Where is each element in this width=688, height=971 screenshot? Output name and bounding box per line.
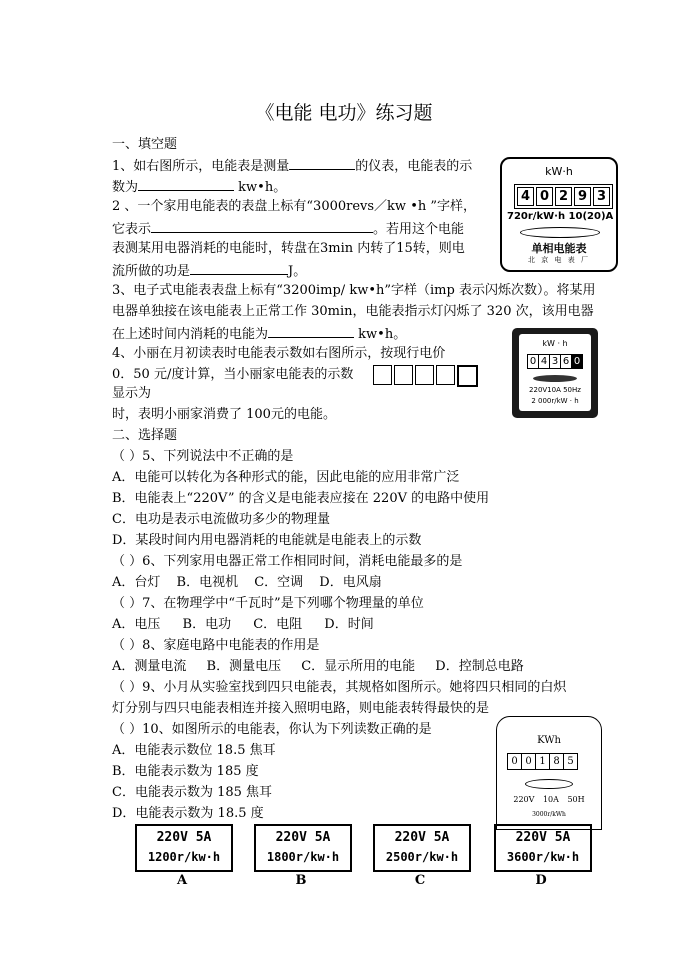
option-box-c[interactable]	[373, 824, 471, 872]
option-rate: 3600r/kw·h	[506, 850, 580, 864]
meter1-digits	[514, 184, 613, 209]
q10-option-c: C．电能表示数为 185 焦耳	[112, 785, 273, 800]
option-rate: 1800r/kw·h	[266, 850, 340, 864]
q5-stem: （ ）5、下列说法中不正确的是	[112, 449, 294, 464]
meter3-unit: KWh	[537, 735, 561, 746]
q2-line1: 2 、一个家用电能表的表盘上标有“3000revs／kw •h ”字样，	[112, 199, 477, 214]
meter3-rate: 3000r/kWh	[532, 811, 566, 818]
q1-text-a: 1、如右图所示，电能表是测量	[112, 159, 290, 174]
reading-box[interactable]	[373, 365, 392, 385]
q2-line4	[112, 262, 306, 280]
reading-box[interactable]	[457, 365, 478, 387]
q7-stem: （ ）7、在物理学中“千瓦时”是下列哪个物理量的单位	[112, 596, 424, 611]
reading-box[interactable]	[415, 365, 434, 385]
meter1-digit: 3	[593, 187, 610, 206]
q10-option-d: D．电能表示数为 18.5 度	[112, 806, 264, 821]
meter1-disk-icon	[520, 227, 600, 238]
q5-option-d: D．某段时间内用电器消耗的电能就是电能表上的示数	[112, 533, 422, 548]
q1-blank-2[interactable]	[138, 178, 234, 191]
meter1-digit: 9	[574, 187, 591, 206]
q10-stem: （ ）10、如图所示的电能表，你认为下列读数正确的是	[112, 722, 432, 737]
meter2-digit: 6	[561, 355, 572, 368]
q5-option-c: C．电功是表示电流做功多少的物理量	[112, 512, 330, 527]
q4-line2: 0．50 元/度计算，当小丽家电能表的示数	[112, 367, 354, 382]
q2-blank-1[interactable]	[151, 220, 373, 233]
meter1-spec: 720r/kW·h 10(20)A	[507, 211, 614, 222]
q3-blank[interactable]	[268, 325, 354, 338]
meter3-digit: 0	[522, 754, 536, 769]
meter1-digit: 0	[536, 187, 553, 206]
q9-line2: 灯分别与四只电能表相连并接入照明电路，则电能表转得最快的是	[112, 701, 490, 716]
reading-box[interactable]	[436, 365, 455, 385]
meter1-unit: kW·h	[545, 165, 573, 178]
meter2-digit: 0	[528, 355, 539, 368]
meter1-maker: 北 京 电 表 厂	[528, 256, 590, 264]
meter1-digit: 2	[555, 187, 572, 206]
reading-box[interactable]	[394, 365, 413, 385]
q1-line2	[112, 178, 286, 196]
q1-text-c: 数为	[112, 180, 139, 195]
q6-options: A．台灯 B．电视机 C．空调 D．电风扇	[112, 575, 382, 590]
q1-blank-1[interactable]	[289, 157, 355, 170]
meter3-digit: 0	[508, 754, 522, 769]
option-label-b: B	[295, 873, 307, 888]
meter2-digit: 3	[550, 355, 561, 368]
q2-line2	[112, 220, 464, 238]
meter1-name: 单相电能表	[531, 242, 587, 255]
option-box-d[interactable]	[494, 824, 592, 872]
meter3-digit: 5	[567, 756, 574, 767]
q1-text-d: kw•h。	[238, 180, 287, 195]
meter3-disk-icon	[525, 779, 573, 789]
meter2-face	[519, 334, 591, 411]
option-rate: 1200r/kw·h	[147, 850, 221, 864]
meter3-illustration	[496, 716, 602, 830]
meter2-digits	[527, 354, 583, 369]
section-choice-heading: 二、选择题	[112, 428, 178, 443]
option-box-a[interactable]	[135, 824, 233, 872]
option-voltage: 220V 5A	[515, 830, 571, 845]
q10-option-a: A．电能表示数位 18.5 焦耳	[112, 743, 276, 758]
q2-text-e: 流所做的功是	[112, 264, 191, 279]
q3-line1: 3、电子式电能表表盘上标有“3200imp/ kw•h”字样（imp 表示闪烁次数）。将某用	[112, 283, 596, 298]
meter2-illustration	[512, 328, 598, 418]
q10-option-b: B．电能表示数为 185 度	[112, 764, 259, 779]
q4-empty-reading-boxes[interactable]	[373, 365, 478, 387]
meter2-digit: 0	[573, 356, 581, 367]
option-voltage: 220V 5A	[394, 830, 450, 845]
q2-line3: 表测某用电器消耗的电能时，转盘在3min 内转了15转，则电	[112, 241, 465, 256]
meter3-spec: 220V 10A 50H	[513, 795, 585, 804]
q2-text-f: J。	[288, 264, 307, 279]
option-voltage: 220V 5A	[156, 830, 212, 845]
q9-line1: （ ）9、小月从实验室找到四只电能表，其规格如图所示。她将四只相同的白炽	[112, 680, 567, 695]
page-title: 《电能 电功》练习题	[255, 102, 433, 124]
q1-line1	[112, 157, 472, 175]
meter2-digit: 4	[539, 355, 550, 368]
q1-text-b: 的仪表，电能表的示	[355, 159, 473, 174]
option-voltage: 220V 5A	[275, 830, 331, 845]
q5-option-a: A．电能可以转化为各种形式的能，因此电能的应用非常广泛	[112, 470, 460, 485]
meter3-digit: 8	[550, 754, 564, 769]
q2-text-b: 它表示	[112, 222, 152, 237]
q8-options: A．测量电流 B．测量电压 C．显示所用的电能 D．控制总电路	[112, 659, 524, 674]
q5-option-b: B．电能表上“220V” 的含义是电能表应接在 220V 的电路中使用	[112, 491, 490, 506]
meter3-digits	[507, 753, 578, 770]
meter3-digit: 1	[536, 754, 550, 769]
meter2-disk-icon	[533, 375, 577, 382]
q2-blank-2[interactable]	[190, 262, 288, 275]
meter2-spec-2: 2 000r/kW · h	[531, 397, 579, 405]
option-label-d: D	[535, 873, 547, 888]
q8-stem: （ ）8、家庭电路中电能表的作用是	[112, 638, 320, 653]
section-fill-heading: 一、填空题	[112, 137, 178, 152]
q3-line3	[112, 325, 406, 343]
q4-line1: 4、小丽在月初读表时电能表示数如右图所示，按现行电价	[112, 346, 446, 361]
q3-line2: 电器单独接在该电能表上正常工作 30min，电能表指示灯闪烁了 320 次，该用电器	[112, 304, 594, 319]
q4-line4: 时，表明小丽家消费了 100元的电能。	[112, 407, 336, 422]
q6-stem: （ ）6、下列家用电器正常工作相同时间，消耗电能最多的是	[112, 554, 463, 569]
q3-text-c: 在上述时间内消耗的电能为	[112, 327, 269, 342]
q3-text-d: kw•h。	[358, 327, 407, 342]
option-label-a: A	[176, 873, 188, 888]
q2-text-c: 。若用这个电能	[373, 222, 465, 237]
option-rate: 2500r/kw·h	[385, 850, 459, 864]
option-label-c: C	[414, 873, 426, 888]
meter2-unit: kW · h	[542, 339, 568, 348]
meter1-digit: 4	[517, 187, 534, 206]
q4-line3: 显示为	[112, 386, 152, 401]
q7-options: A．电压 B．电功 C．电阻 D．时间	[112, 617, 374, 632]
meter1-illustration	[500, 157, 618, 272]
meter2-spec-1: 220V10A 50Hz	[529, 386, 581, 394]
option-box-b[interactable]	[254, 824, 352, 872]
